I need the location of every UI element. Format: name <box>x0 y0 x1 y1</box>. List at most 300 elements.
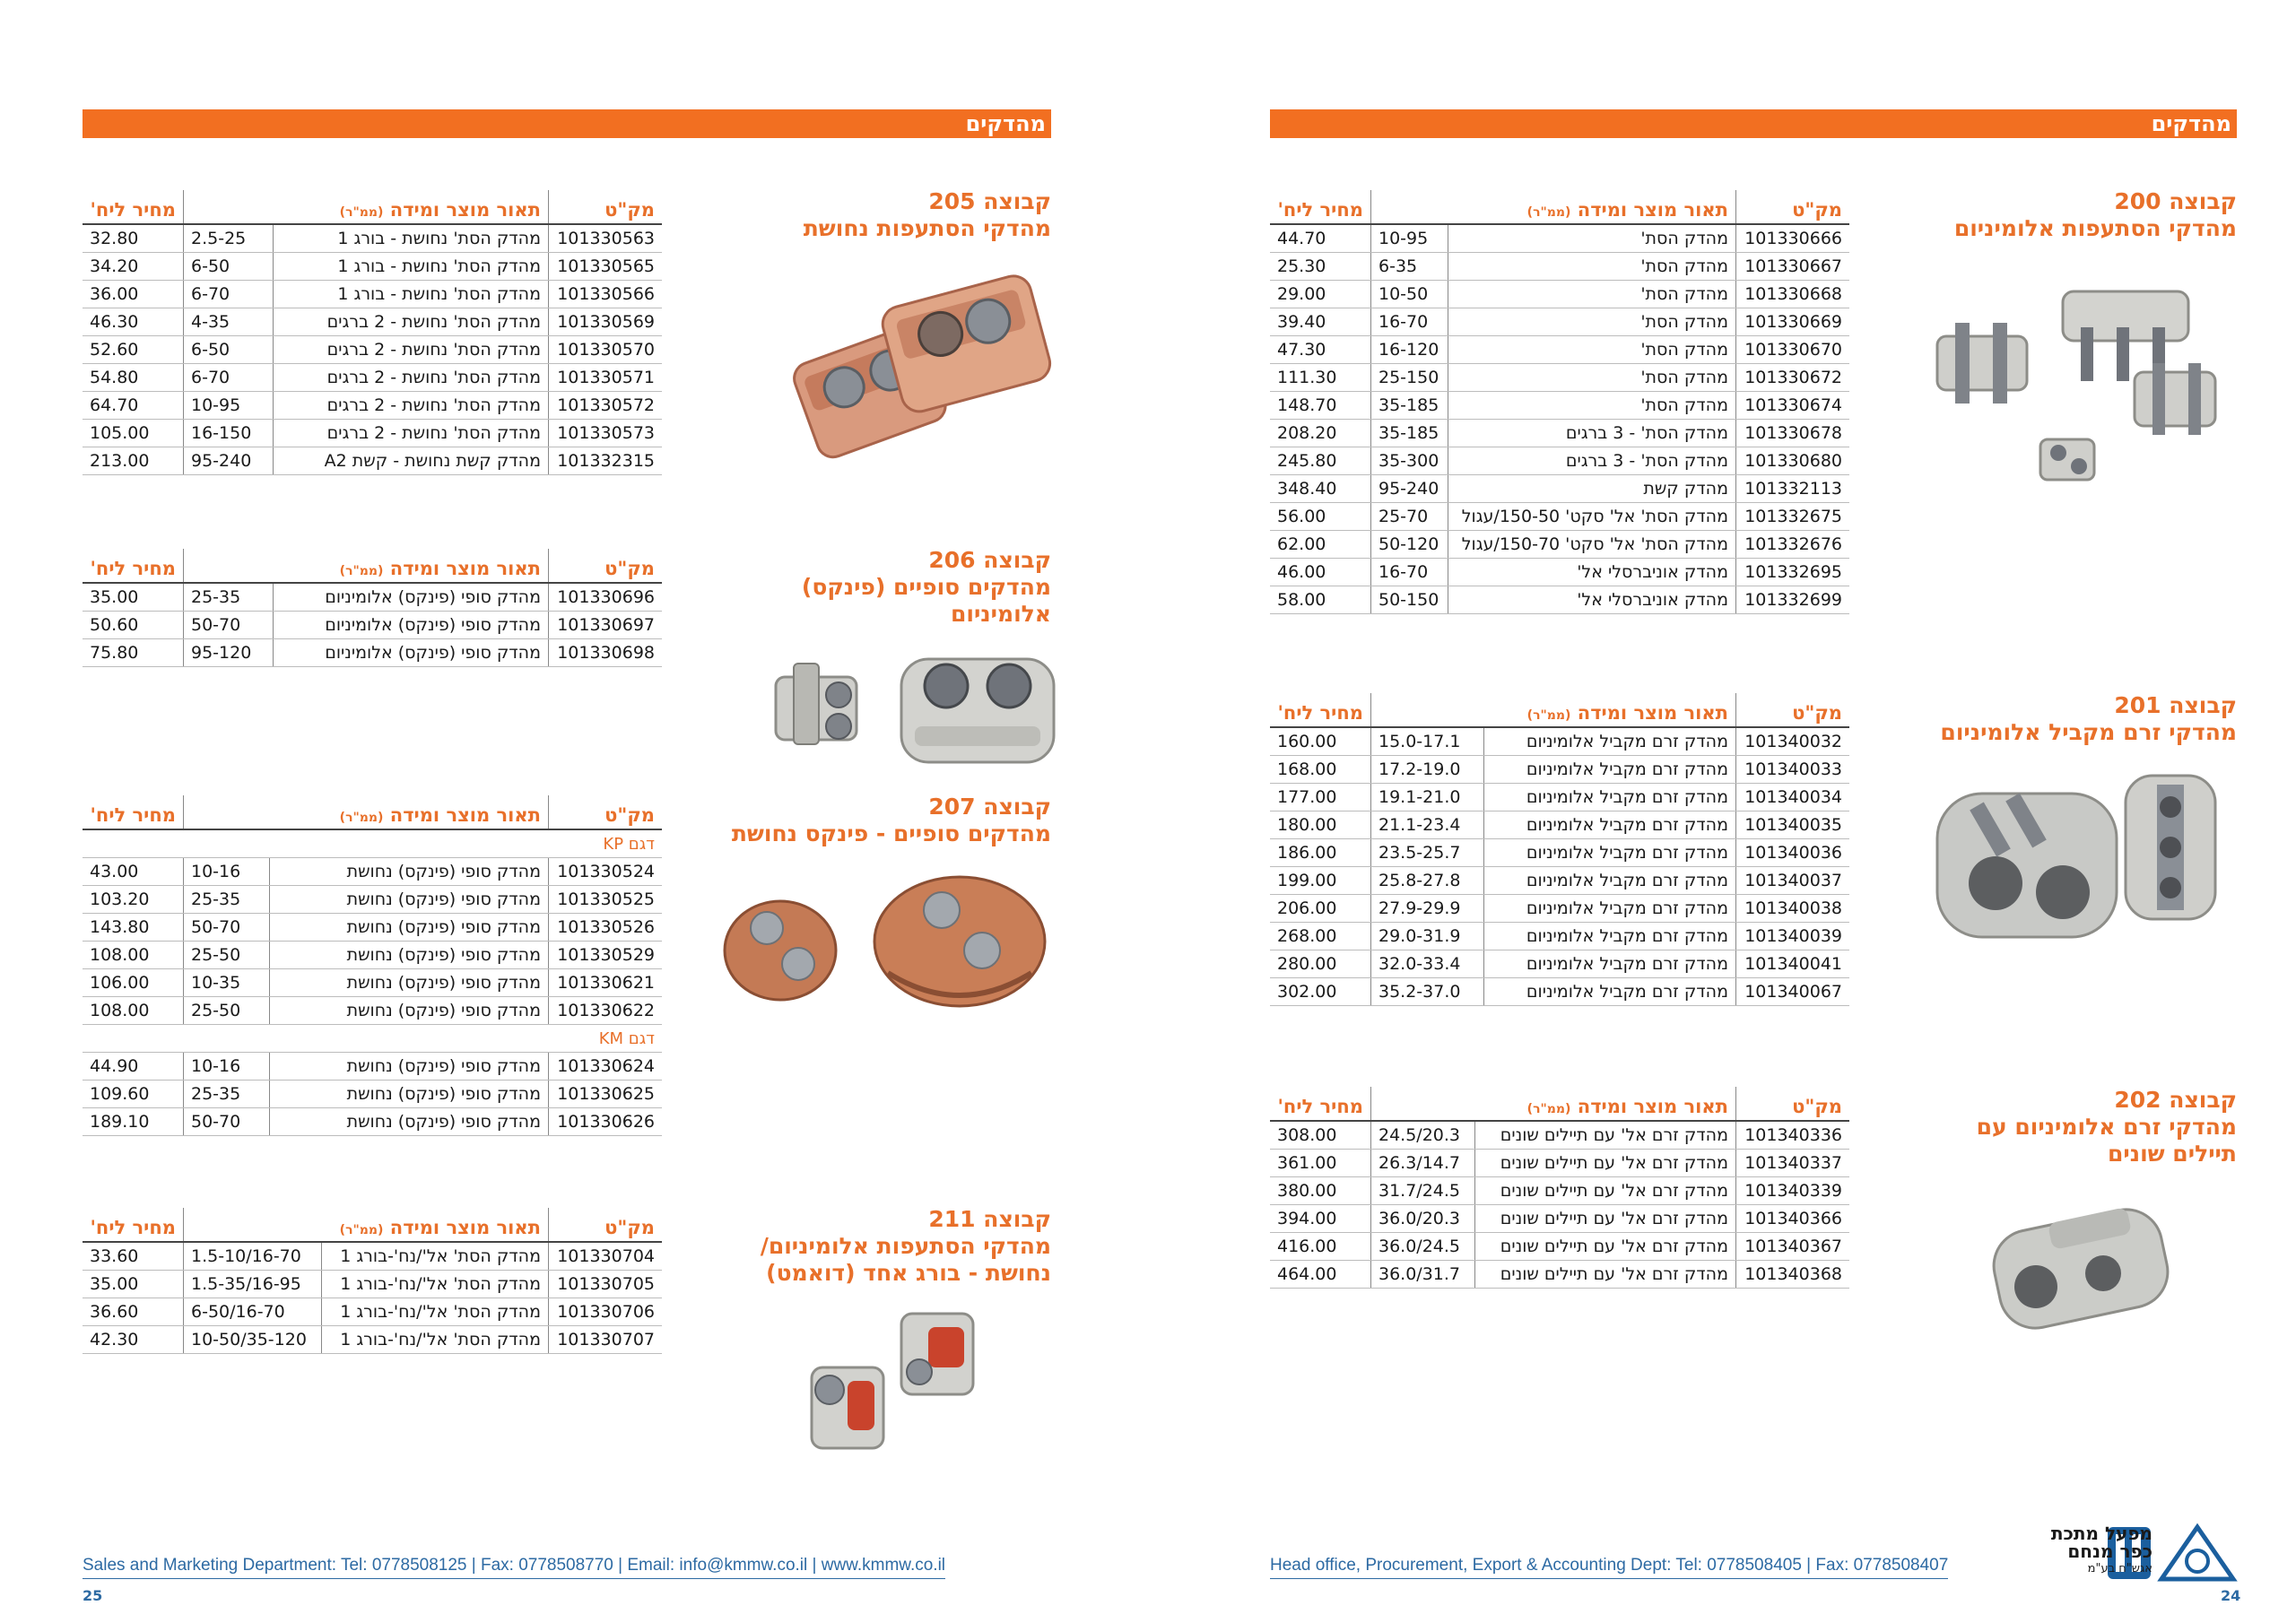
description-cell: מהדק סופי (פינקס) נחושת <box>270 997 549 1025</box>
sku-cell: 101330704 <box>549 1242 663 1271</box>
table-body <box>1270 224 1849 614</box>
price-cell: 302.00 <box>1270 978 1371 1006</box>
description-cell: מהדק הסת' <box>1448 308 1736 336</box>
price-cell: 464.00 <box>1270 1261 1371 1289</box>
price-cell: 416.00 <box>1270 1233 1371 1261</box>
page-number: 25 <box>83 1587 103 1604</box>
description-cell: מהדק סופי (פינקס) נחושת <box>270 1081 549 1108</box>
group-title-line: נחושת - בורג אחד (דואמט) <box>766 1260 1051 1286</box>
table-body <box>83 224 662 475</box>
table-body <box>1270 727 1849 1006</box>
table-body-kp <box>83 858 662 1025</box>
table-header-row <box>83 190 662 224</box>
price-cell: 54.80 <box>83 364 184 392</box>
description-cell: מהדק הסת' אל'/נח'-בורג 1 <box>321 1326 548 1354</box>
group-200-heading <box>1954 188 2237 242</box>
description-cell: מהדק הסת' נחושת - 2 ברגים <box>274 308 549 336</box>
description-cell: מהדק אוניברסלי אל' <box>1448 586 1736 614</box>
size-cell: 10-95 <box>184 392 274 420</box>
description-cell: מהדק הסת' <box>1448 253 1736 281</box>
price-cell: 103.20 <box>83 886 184 914</box>
sku-cell: 101330573 <box>549 420 663 447</box>
description-cell: מהדק הסת' נחושת - בורג 1 <box>274 281 549 308</box>
description-cell: מהדק הסת' נחושת - בורג 1 <box>274 224 549 253</box>
size-cell: 6-70 <box>184 281 274 308</box>
size-cell: 50-70 <box>184 914 270 942</box>
description-cell: מהדק הסת' אל' סקט' 150-50/עגול <box>1448 503 1736 531</box>
sku-cell: 101330668 <box>1736 281 1850 308</box>
sku-cell: 101340041 <box>1736 950 1850 978</box>
col-header-desc <box>184 549 549 583</box>
table-row <box>1270 420 1849 447</box>
logo-line-3: אגש"ח בע"מ <box>2087 1562 2152 1575</box>
sku-cell: 101332699 <box>1736 586 1850 614</box>
table-row <box>83 281 662 308</box>
table-row <box>83 447 662 475</box>
size-cell: 1.5-10/16-70 <box>184 1242 322 1271</box>
sku-cell: 101330705 <box>549 1271 663 1298</box>
sku-cell: 101340336 <box>1736 1121 1850 1150</box>
group-211-table <box>83 1208 662 1354</box>
size-cell: 32.0-33.4 <box>1371 950 1484 978</box>
group-title-line: תיילים שונים <box>2107 1141 2237 1167</box>
subheader-km: דגם KM <box>83 1025 662 1053</box>
table-row <box>83 639 662 667</box>
sku-cell: 101330525 <box>549 886 663 914</box>
col-header-price: מחיר ליח' <box>83 795 184 829</box>
table-row <box>83 942 662 969</box>
sku-cell: 101340367 <box>1736 1233 1850 1261</box>
table-row <box>83 886 662 914</box>
description-cell: מהדק הסת' אל'/נח'-בורג 1 <box>321 1298 548 1326</box>
table-header-row <box>83 549 662 583</box>
logo-text <box>2027 1524 2152 1578</box>
group-title <box>804 215 1051 242</box>
price-cell: 34.20 <box>83 253 184 281</box>
group-number: קבוצה 205 <box>928 188 1051 214</box>
table-body-km <box>83 1053 662 1136</box>
size-cell: 35.2-37.0 <box>1371 978 1484 1006</box>
description-cell: מהדק זרם מקביל אלומיניום <box>1483 923 1735 950</box>
col-header-desc-text: תאור מוצר ומידה <box>389 804 541 826</box>
col-header-desc <box>184 190 549 224</box>
description-cell: מהדק הסת' נחושת - 2 ברגים <box>274 392 549 420</box>
group-title-line: מהדקים סופיים (פינקס) <box>801 574 1051 600</box>
price-cell: 394.00 <box>1270 1205 1371 1233</box>
different-conductor-clamp-photo <box>1987 1197 2175 1332</box>
parallel-groove-clamp-photo <box>1928 767 2233 955</box>
sku-cell: 101330680 <box>1736 447 1850 475</box>
size-cell: 25-35 <box>184 583 274 612</box>
table-header-row <box>1270 693 1849 727</box>
size-cell: 6-70 <box>184 364 274 392</box>
description-cell: מהדק סופי (פינקס) נחושת <box>270 914 549 942</box>
description-cell: מהדק סופי (פינקס) אלומיניום <box>274 639 549 667</box>
size-cell: 95-120 <box>184 639 274 667</box>
price-cell: 308.00 <box>1270 1121 1371 1150</box>
group-number: קבוצה 202 <box>2114 1087 2237 1113</box>
description-cell: מהדק הסת' אל' סקט' 150-70/עגול <box>1448 531 1736 559</box>
col-header-unit: (ממ"ר) <box>1526 1102 1571 1116</box>
table-row <box>1270 1233 1849 1261</box>
price-cell: 143.80 <box>83 914 184 942</box>
section-header-bar: מהדקים <box>1270 109 2237 138</box>
table-row <box>1270 392 1849 420</box>
col-header-sku: מק"ט <box>549 549 663 583</box>
size-cell: 16-70 <box>1371 559 1448 586</box>
table-row <box>83 420 662 447</box>
sku-cell: 101330563 <box>549 224 663 253</box>
sku-cell: 101340368 <box>1736 1261 1850 1289</box>
table-row <box>1270 1177 1849 1205</box>
group-number: קבוצה 200 <box>2114 188 2237 214</box>
sku-cell: 101340366 <box>1736 1205 1850 1233</box>
table-body <box>83 1025 662 1053</box>
size-cell: 1.5-35/16-95 <box>184 1271 322 1298</box>
description-cell: מהדק הסת' אל'/נח'-בורג 1 <box>321 1271 548 1298</box>
table-row <box>1270 923 1849 950</box>
table-row <box>83 336 662 364</box>
size-cell: 17.2-19.0 <box>1371 756 1484 784</box>
group-title-line: מהדקי הסתעפות נחושת <box>803 215 1051 241</box>
group-title-line: אלומיניום <box>950 601 1051 627</box>
table-row <box>83 224 662 253</box>
size-cell: 27.9-29.9 <box>1371 895 1484 923</box>
size-cell: 25-150 <box>1371 364 1448 392</box>
table-row <box>1270 364 1849 392</box>
price-cell: 180.00 <box>1270 812 1371 839</box>
price-cell: 348.40 <box>1270 475 1371 503</box>
logo-line-2: כפר מנחם <box>2067 1541 2152 1562</box>
price-cell: 208.20 <box>1270 420 1371 447</box>
sku-cell: 101330526 <box>549 914 663 942</box>
size-cell: 29.0-31.9 <box>1371 923 1484 950</box>
table-body <box>83 1242 662 1354</box>
sku-cell: 101330622 <box>549 997 663 1025</box>
table-row <box>83 1108 662 1136</box>
table-body <box>83 829 662 858</box>
table-row <box>1270 1205 1849 1233</box>
description-cell: מהדק סופי (פינקס) נחושת <box>270 969 549 997</box>
size-cell: 50-120 <box>1371 531 1448 559</box>
size-cell: 35-300 <box>1371 447 1448 475</box>
col-header-desc-text: תאור מוצר ומידה <box>389 558 541 579</box>
table-row <box>1270 586 1849 614</box>
price-cell: 46.00 <box>1270 559 1371 586</box>
price-cell: 50.60 <box>83 612 184 639</box>
table-row <box>1270 447 1849 475</box>
description-cell: מהדק סופי (פינקס) נחושת <box>270 886 549 914</box>
description-cell: מהדק סופי (פינקס) אלומיניום <box>274 583 549 612</box>
size-cell: 10-16 <box>184 858 270 886</box>
description-cell: מהדק סופי (פינקס) נחושת <box>270 942 549 969</box>
sku-cell: 101330572 <box>549 392 663 420</box>
size-cell: 2.5-25 <box>184 224 274 253</box>
price-cell: 64.70 <box>83 392 184 420</box>
size-cell: 35-185 <box>1371 420 1448 447</box>
group-206-table <box>83 549 662 667</box>
col-header-desc-text: תאור מוצר ומידה <box>389 199 541 221</box>
copper-clamp-photo <box>780 265 1067 471</box>
copper-pinks-clamp-photo <box>718 865 1058 1018</box>
price-cell: 160.00 <box>1270 727 1371 756</box>
table-header-row <box>83 795 662 829</box>
col-header-price: מחיר ליח' <box>83 549 184 583</box>
col-header-unit: (ממ"ר) <box>339 564 384 578</box>
price-cell: 189.10 <box>83 1108 184 1136</box>
aluminum-pinks-clamp-photo <box>767 641 1063 776</box>
description-cell: מהדק זרם אל' עם תיילים שונים <box>1474 1205 1735 1233</box>
size-cell: 6-50 <box>184 253 274 281</box>
group-title <box>761 1233 1051 1287</box>
footer-contact: Sales and Marketing Department: Tel: 0778508125 | Fax: 0778508770 | Email: info@kmmw.co.il | www.kmmw.co.il <box>83 1556 945 1579</box>
size-cell: 25.8-27.8 <box>1371 867 1484 895</box>
col-header-sku: מק"ט <box>1736 190 1850 224</box>
col-header-desc <box>184 1208 549 1242</box>
sku-cell: 101330674 <box>1736 392 1850 420</box>
description-cell: מהדק הסת' נחושת - בורג 1 <box>274 253 549 281</box>
price-cell: 56.00 <box>1270 503 1371 531</box>
size-cell: 16-70 <box>1371 308 1448 336</box>
size-cell: 10-16 <box>184 1053 270 1081</box>
size-cell: 36.0/20.3 <box>1371 1205 1475 1233</box>
col-header-desc <box>1371 190 1736 224</box>
size-cell: 31.7/24.5 <box>1371 1177 1475 1205</box>
sku-cell: 101330672 <box>1736 364 1850 392</box>
section-header-bar: מהדקים <box>83 109 1051 138</box>
size-cell: 16-150 <box>184 420 274 447</box>
size-cell: 4-35 <box>184 308 274 336</box>
size-cell: 95-240 <box>184 447 274 475</box>
sku-cell: 101340035 <box>1736 812 1850 839</box>
table-row <box>83 253 662 281</box>
logo-line-1: מפעל מתכת <box>2050 1523 2152 1544</box>
table-row <box>83 1298 662 1326</box>
page-number: 24 <box>2221 1587 2241 1604</box>
sku-cell: 101330529 <box>549 942 663 969</box>
description-cell: מהדק אוניברסלי אל' <box>1448 559 1736 586</box>
sku-cell: 101330565 <box>549 253 663 281</box>
col-header-sku: מק"ט <box>1736 1087 1850 1121</box>
description-cell: מהדק סופי (פינקס) נחושת <box>270 1108 549 1136</box>
price-cell: 35.00 <box>83 1271 184 1298</box>
col-header-sku: מק"ט <box>549 795 663 829</box>
size-cell: 15.0-17.1 <box>1371 727 1484 756</box>
table-header-row <box>1270 1087 1849 1121</box>
table-header-row <box>83 1208 662 1242</box>
col-header-unit: (ממ"ר) <box>339 1223 384 1237</box>
table-row <box>83 1081 662 1108</box>
col-header-unit: (ממ"ר) <box>1526 708 1571 723</box>
description-cell: מהדק זרם מקביל אלומיניום <box>1483 867 1735 895</box>
table-row <box>1270 336 1849 364</box>
subheader-row <box>83 1025 662 1053</box>
table-row <box>1270 812 1849 839</box>
sku-cell: 101340339 <box>1736 1177 1850 1205</box>
logo-triangle-emblem <box>2161 1527 2233 1579</box>
sku-cell: 101330524 <box>549 858 663 886</box>
table-row <box>83 583 662 612</box>
price-cell: 177.00 <box>1270 784 1371 812</box>
price-cell: 199.00 <box>1270 867 1371 895</box>
description-cell: מהדק זרם מקביל אלומיניום <box>1483 812 1735 839</box>
description-cell: מהדק סופי (פינקס) נחושת <box>270 1053 549 1081</box>
price-cell: 111.30 <box>1270 364 1371 392</box>
size-cell: 25-50 <box>184 997 270 1025</box>
group-211-heading <box>761 1206 1051 1287</box>
price-cell: 361.00 <box>1270 1150 1371 1177</box>
group-title <box>1977 1114 2237 1167</box>
description-cell: מהדק הסת' - 3 ברגים <box>1448 447 1736 475</box>
size-cell: 6-50 <box>184 336 274 364</box>
table-row <box>83 392 662 420</box>
group-206-heading <box>802 547 1051 628</box>
size-cell: 35-185 <box>1371 392 1448 420</box>
table-row <box>83 364 662 392</box>
table-row <box>1270 1261 1849 1289</box>
sku-cell: 101340036 <box>1736 839 1850 867</box>
table-row <box>83 1053 662 1081</box>
group-207-table <box>83 795 662 1136</box>
size-cell: 10-95 <box>1371 224 1448 253</box>
price-cell: 186.00 <box>1270 839 1371 867</box>
price-cell: 36.60 <box>83 1298 184 1326</box>
size-cell: 6-35 <box>1371 253 1448 281</box>
description-cell: מהדק זרם אל' עם תיילים שונים <box>1474 1177 1735 1205</box>
size-cell: 6-50/16-70 <box>184 1298 322 1326</box>
sku-cell: 101340038 <box>1736 895 1850 923</box>
col-header-desc <box>184 795 549 829</box>
table-body <box>1270 1121 1849 1289</box>
description-cell: מהדק הסת' <box>1448 336 1736 364</box>
table-row <box>1270 224 1849 253</box>
price-cell: 108.00 <box>83 942 184 969</box>
size-cell: 23.5-25.7 <box>1371 839 1484 867</box>
sku-cell: 101330666 <box>1736 224 1850 253</box>
sku-cell: 101330696 <box>549 583 663 612</box>
table-row <box>83 969 662 997</box>
group-title-line: מהדקי הסתעפות אלומיניום/ <box>760 1233 1051 1259</box>
size-cell: 36.0/24.5 <box>1371 1233 1475 1261</box>
col-header-price: מחיר ליח' <box>1270 190 1371 224</box>
col-header-sku: מק"ט <box>1736 693 1850 727</box>
group-202-table <box>1270 1087 1849 1289</box>
description-cell: מהדק זרם מקביל אלומיניום <box>1483 839 1735 867</box>
table-row <box>1270 867 1849 895</box>
description-cell: מהדק הסת' <box>1448 281 1736 308</box>
size-cell: 50-150 <box>1371 586 1448 614</box>
sku-cell: 101340039 <box>1736 923 1850 950</box>
table-row <box>83 914 662 942</box>
group-title-line: מהדקי הסתעפות אלומיניום <box>1953 215 2237 241</box>
sku-cell: 101330678 <box>1736 420 1850 447</box>
group-200-table <box>1270 190 1849 614</box>
group-title <box>732 820 1051 847</box>
group-207-heading <box>732 794 1051 847</box>
price-cell: 380.00 <box>1270 1177 1371 1205</box>
sku-cell: 101330667 <box>1736 253 1850 281</box>
subheader-row <box>83 829 662 858</box>
description-cell: מהדק קשת <box>1448 475 1736 503</box>
size-cell: 25-70 <box>1371 503 1448 531</box>
table-row <box>1270 839 1849 867</box>
table-row <box>83 308 662 336</box>
size-cell: 50-70 <box>184 1108 270 1136</box>
description-cell: מהדק זרם מקביל אלומיניום <box>1483 756 1735 784</box>
description-cell: מהדק סופי (פינקס) נחושת <box>270 858 549 886</box>
table-row <box>83 997 662 1025</box>
sku-cell: 101330624 <box>549 1053 663 1081</box>
group-title-line: מהדקי זרם מקביל אלומיניום <box>1940 719 2237 745</box>
description-cell: מהדק זרם מקביל אלומיניום <box>1483 727 1735 756</box>
price-cell: 35.00 <box>83 583 184 612</box>
sku-cell: 101340034 <box>1736 784 1850 812</box>
col-header-unit: (ממ"ר) <box>1526 205 1571 220</box>
description-cell: מהדק הסת' אל'/נח'-בורג 1 <box>321 1242 548 1271</box>
price-cell: 106.00 <box>83 969 184 997</box>
col-header-sku: מק"ט <box>549 190 663 224</box>
price-cell: 39.40 <box>1270 308 1371 336</box>
table-row <box>1270 281 1849 308</box>
group-number: קבוצה 207 <box>928 794 1051 820</box>
col-header-desc-text: תאור מוצר ומידה <box>389 1217 541 1238</box>
sku-cell: 101332675 <box>1736 503 1850 531</box>
col-header-unit: (ממ"ר) <box>339 811 384 825</box>
sku-cell: 101330706 <box>549 1298 663 1326</box>
sku-cell: 101330697 <box>549 612 663 639</box>
sku-cell: 101340033 <box>1736 756 1850 784</box>
sku-cell: 101330670 <box>1736 336 1850 364</box>
price-cell: 108.00 <box>83 997 184 1025</box>
price-cell: 44.70 <box>1270 224 1371 253</box>
price-cell: 213.00 <box>83 447 184 475</box>
description-cell: מהדק זרם מקביל אלומיניום <box>1483 895 1735 923</box>
price-cell: 280.00 <box>1270 950 1371 978</box>
footer-contact: Head office, Procurement, Export & Accounting Dept: Tel: 0778508405 | Fax: 0778508407 <box>1270 1556 1948 1579</box>
price-cell: 148.70 <box>1270 392 1371 420</box>
description-cell: מהדק זרם אל' עם תיילים שונים <box>1474 1261 1735 1289</box>
table-row <box>1270 727 1849 756</box>
description-cell: מהדק סופי (פינקס) אלומיניום <box>274 612 549 639</box>
table-row <box>1270 531 1849 559</box>
sku-cell: 101330625 <box>549 1081 663 1108</box>
size-cell: 25-35 <box>184 886 270 914</box>
aluminum-branch-clamp-photo <box>1928 273 2233 498</box>
sku-cell: 101330569 <box>549 308 663 336</box>
price-cell: 268.00 <box>1270 923 1371 950</box>
description-cell: מהדק זרם אל' עם תיילים שונים <box>1474 1150 1735 1177</box>
price-cell: 36.00 <box>83 281 184 308</box>
table-row <box>83 1271 662 1298</box>
table-row <box>83 612 662 639</box>
group-205-table <box>83 190 662 475</box>
size-cell: 21.1-23.4 <box>1371 812 1484 839</box>
table-row <box>1270 978 1849 1006</box>
sku-cell: 101332315 <box>549 447 663 475</box>
col-header-price: מחיר ליח' <box>83 1208 184 1242</box>
description-cell: מהדק הסת' <box>1448 392 1736 420</box>
sku-cell: 101330570 <box>549 336 663 364</box>
price-cell: 58.00 <box>1270 586 1371 614</box>
sku-cell: 101330707 <box>549 1326 663 1354</box>
size-cell: 10-50 <box>1371 281 1448 308</box>
table-row <box>1270 1121 1849 1150</box>
table-row <box>1270 503 1849 531</box>
col-header-desc-text: תאור מוצר ומידה <box>1577 702 1728 724</box>
price-cell: 42.30 <box>83 1326 184 1354</box>
sku-cell: 101330621 <box>549 969 663 997</box>
price-cell: 105.00 <box>83 420 184 447</box>
